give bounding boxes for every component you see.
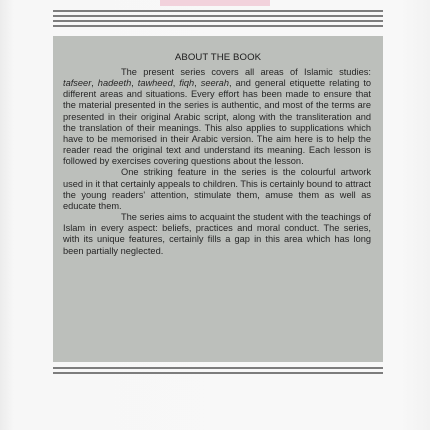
top-color-strip: [160, 0, 270, 6]
bottom-rule-1: [53, 367, 383, 369]
term-hadeeth: hadeeth: [97, 78, 132, 89]
paragraph-1: [63, 67, 371, 167]
section-body: [63, 67, 371, 257]
top-rule-3: [53, 20, 383, 22]
separator: ,: [91, 78, 98, 89]
paragraph-3: The series aims to acquaint the student with the teachings of Islam in every aspect: beliefs, practices and moral conduct. The series, with its unique features, certainly fills a gap in this area which has long been partially neglected.: [63, 212, 371, 256]
paragraph-1-intro: The present series covers all areas of Islamic studies:: [121, 67, 371, 77]
paragraph-1-rest: , and general etiquette relating to different areas and situations. Every effort has been made to ensure that the material presented in the series is authentic, and most of the terms are presented in their original Arabic script, along with the transliteration and the translation of their meanings. This also applies to supplications which have to be memorised in their Arabic version. The aim here is to help the reader read the original text and understand its meaning. Each lesson is followed by exercises covering questions about the lesson.: [63, 78, 372, 167]
term-fiqh: fiqh: [179, 78, 195, 89]
section-heading: ABOUT THE BOOK: [174, 52, 262, 63]
top-rule-4: [53, 25, 383, 27]
separator: ,: [172, 78, 180, 89]
separator: ,: [194, 78, 201, 89]
bottom-rule-2: [53, 372, 383, 374]
term-seerah: seerah: [200, 78, 229, 89]
about-panel: [53, 36, 383, 362]
term-tawheed: tawheed: [137, 78, 173, 89]
top-rule-1: [53, 10, 383, 12]
about-frame: [53, 10, 383, 382]
top-rule-2: [53, 15, 383, 17]
term-tafseer: tafseer: [63, 78, 92, 89]
paragraph-2: One striking feature in the series is the colourful artwork used in it that certainly appeals to children. This is certainly bound to attract the young readers' attention, stimulate them, amuse them as well as educate them.: [63, 167, 371, 211]
separator: ,: [131, 78, 138, 89]
